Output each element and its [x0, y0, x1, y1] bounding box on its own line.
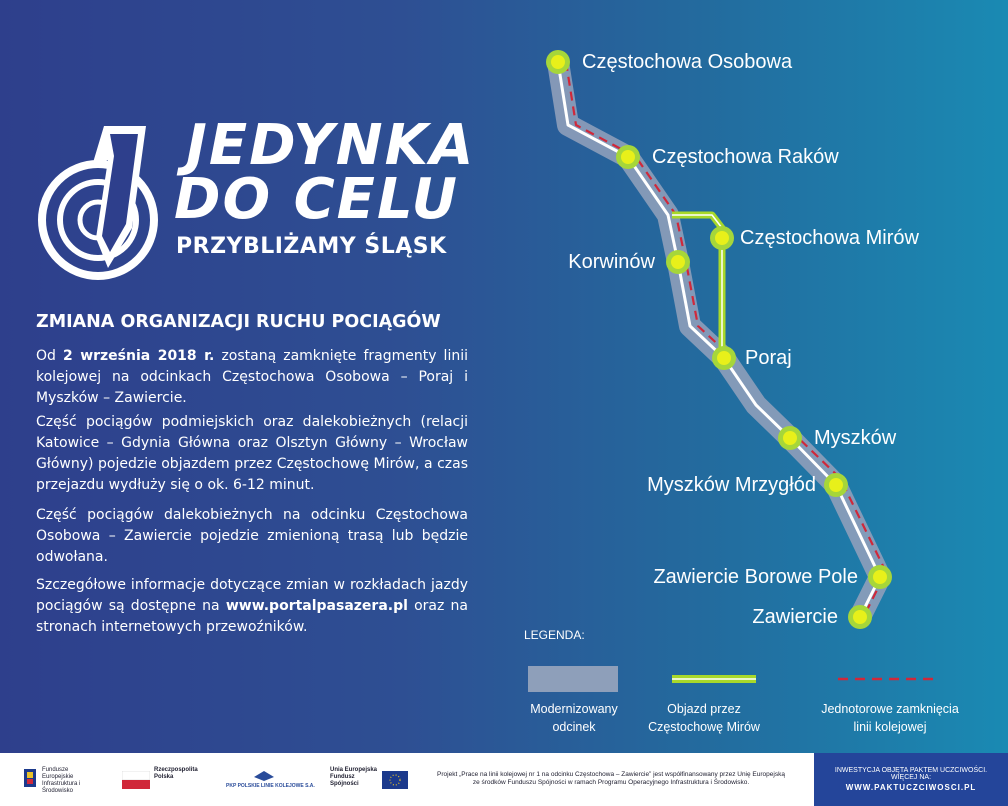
pkp-logo-text: PKP POLSKIE LINIE KOLEJOWE S.A. [226, 783, 315, 789]
legend-1-line-2: odcinek [552, 720, 596, 734]
portal-link[interactable]: www.portalpasazera.pl [225, 598, 408, 614]
fe-logo-icon [22, 767, 38, 789]
integrity-line-1: INWESTYCJA OBJĘTA PAKTEM UCZCIWOŚCI. [834, 767, 988, 774]
station-marker [783, 431, 797, 445]
footer [0, 753, 1008, 806]
p1-end: zostaną zamknięte fragmenty linii kolejowej na odcinkach Częstochowa Osobowa – Poraj i Myszków – Zawiercie. [36, 348, 468, 406]
rp-line-2: Polska [154, 774, 174, 780]
station-label: Korwinów [568, 251, 655, 273]
fe-line-2: Europejskie [42, 774, 74, 780]
paragraph-2: Część pociągów podmiejskich oraz dalekobieżnych (relacji Katowice – Gdynia Główna oraz Olsztyn Główny – Wrocław Główny) pojedzie objazdem przez Częstochowę Mirów, a czas przejazdu wydłuży się o ok. 6-12 minut. [36, 414, 468, 493]
legend-gray-swatch [528, 666, 618, 692]
section-heading: ZMIANA ORGANIZACJI RUCHU POCIĄGÓW [36, 312, 441, 332]
fe-line-1: Fundusze [42, 767, 69, 773]
station-label: Myszków [814, 427, 897, 449]
legend-2-line-1: Objazd przez [667, 702, 741, 716]
eu-flag-icon [382, 771, 408, 789]
station-marker [873, 570, 887, 584]
station-marker [853, 610, 867, 624]
station-marker [671, 255, 685, 269]
legend-3-line-1: Jednotorowe zamknięcia [821, 702, 959, 716]
legend-3-line-2: linii kolejowej [853, 720, 927, 734]
p4-end: oraz na stronach internetowych przewoźników. [36, 598, 468, 635]
station-marker [829, 478, 843, 492]
logo-line-2: DO CELU [174, 167, 460, 232]
polish-flag-icon [122, 771, 150, 789]
station-label: Częstochowa Raków [652, 146, 839, 168]
station-marker [715, 231, 729, 245]
fe-logo-text [42, 767, 102, 795]
legend-2-line-2: Częstochowę Mirów [648, 720, 760, 734]
station-label: Częstochowa Mirów [740, 227, 919, 249]
integrity-link[interactable]: WWW.PAKTUCZCIWOSCI.PL [845, 783, 977, 792]
ue-line-2: Fundusz Spójności [330, 774, 359, 787]
rp-logo-text [154, 767, 204, 781]
station-label: Myszków Mrzygłód [647, 474, 816, 496]
ue-line-1: Unia Europejska [330, 767, 378, 773]
station-label: Poraj [745, 347, 792, 369]
fe-line-3: Infrastruktura i Środowisko [42, 781, 81, 794]
paragraph-3: Część pociągów dalekobieżnych na odcinku Częstochowa Osobowa – Zawiercie pojedzie zmienioną trasą lub będzie odwołana. [36, 507, 468, 565]
legend-label-modernized [512, 700, 636, 736]
ue-logo-text [330, 767, 380, 788]
legend-1-line-1: Modernizowany [530, 702, 618, 716]
logo-line-1: JEDYNKA [186, 113, 476, 178]
integrity-line-2: WIĘCEJ NA: [890, 774, 932, 781]
station-marker [717, 351, 731, 365]
station-label: Zawiercie [752, 606, 838, 628]
station-label: Częstochowa Osobowa [582, 51, 793, 73]
legend-label-detour [640, 700, 768, 736]
p4-start: Szczegółowe informacje dotyczące zmian w rozkładach jazdy pociągów są dostępne na [36, 577, 468, 614]
p1-start: Od [36, 348, 63, 364]
station-marker [551, 55, 565, 69]
logo-line-3: PRZYBLIŻAMY ŚLĄSK [176, 234, 447, 259]
pkp-logo-icon [252, 769, 276, 783]
closure-segment-1 [566, 62, 724, 350]
integrity-pact-box [814, 753, 1008, 806]
station-label: Zawiercie Borowe Pole [653, 566, 858, 588]
project-note: Projekt „Prace na linii kolejowej nr 1 na odcinku Częstochowa – Zawiercie” jest współfinansowany przez Unię Europejską ze środków Funduszu Spójności w ramach Programu Operacyjnego Infrastruktura i Środowisko. [437, 771, 785, 786]
legend-title: LEGENDA: [524, 628, 585, 642]
rp-line-1: Rzeczpospolita [154, 767, 198, 773]
station-marker [621, 150, 635, 164]
legend-label-closure [798, 700, 982, 736]
p1-date: 2 września 2018 r. [62, 348, 215, 364]
